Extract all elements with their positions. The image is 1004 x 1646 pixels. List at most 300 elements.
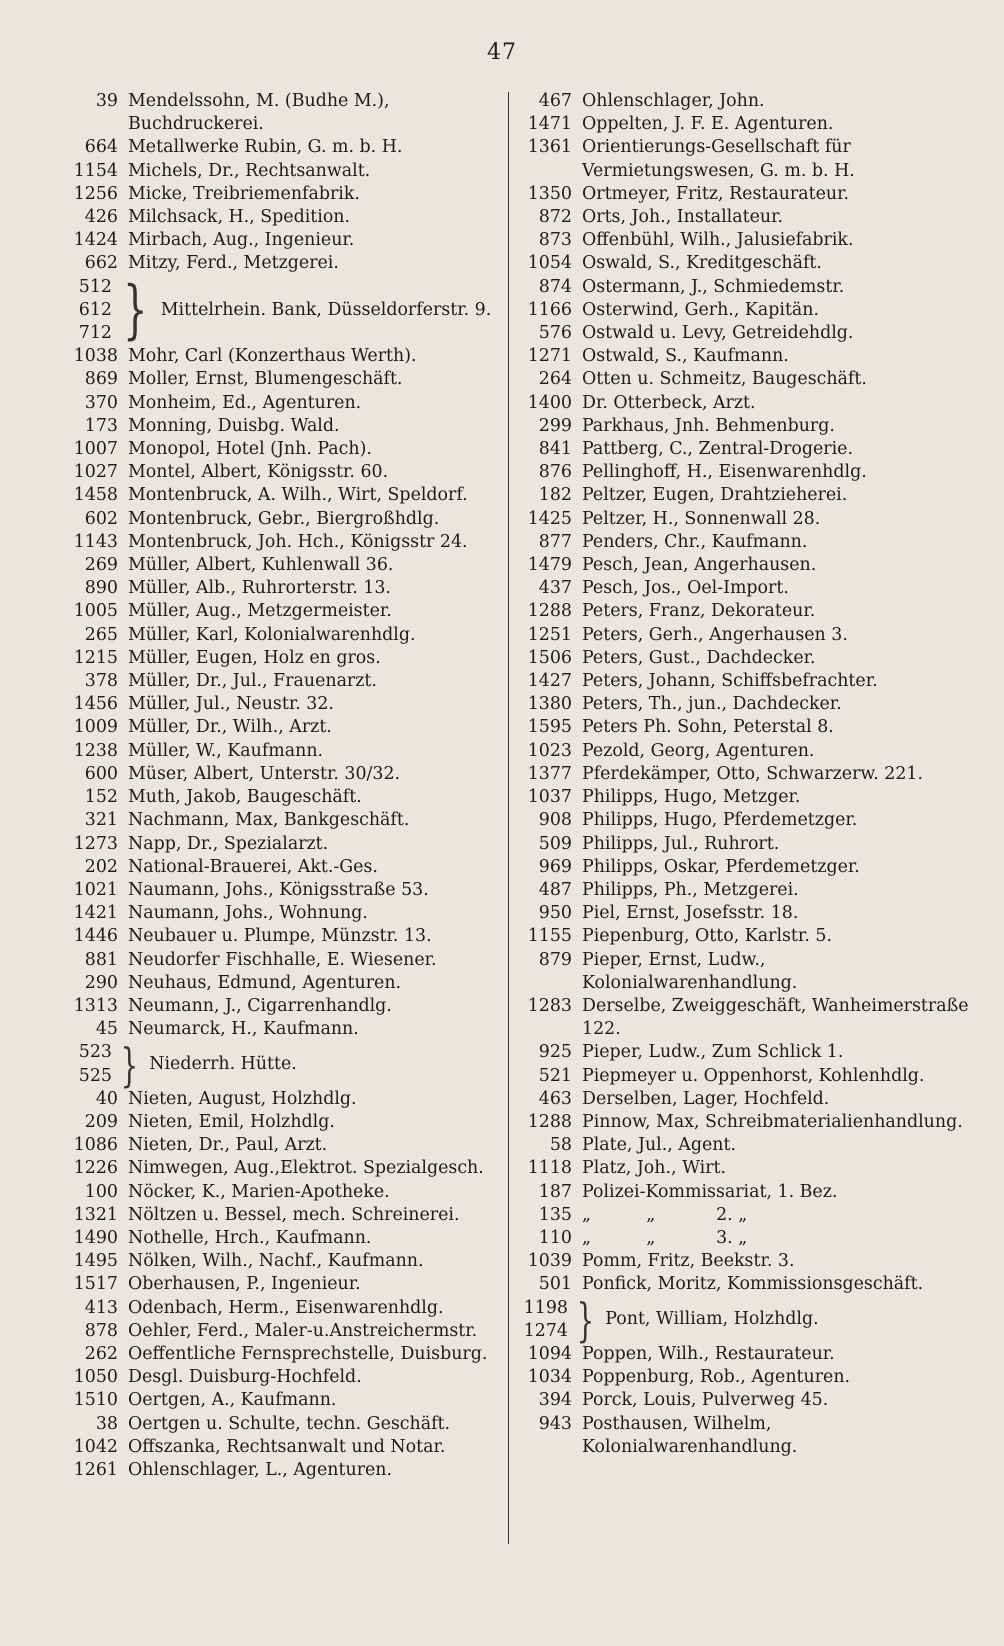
entry-number: 908 bbox=[538, 810, 572, 831]
entry-number: 1458 bbox=[73, 485, 118, 506]
entry-text: Nieten, August, Holzhdlg. bbox=[128, 1088, 357, 1109]
entry-number: 501 bbox=[538, 1274, 572, 1295]
directory-entry bbox=[512, 438, 982, 461]
directory-entry bbox=[40, 786, 510, 809]
brace-glyph: } bbox=[120, 1037, 139, 1092]
entry-number: 1094 bbox=[527, 1343, 572, 1364]
entry-number: 1256 bbox=[73, 183, 118, 204]
entry-number: 1321 bbox=[73, 1204, 118, 1225]
entry-number: 1421 bbox=[73, 903, 118, 924]
entry-number: 1479 bbox=[527, 555, 572, 576]
entry-number: 262 bbox=[84, 1343, 118, 1364]
directory-entry bbox=[512, 183, 982, 206]
directory-entry bbox=[40, 1111, 510, 1134]
directory-entry bbox=[40, 345, 510, 368]
entry-number-group bbox=[40, 276, 112, 346]
entry-number: 463 bbox=[538, 1088, 572, 1109]
entry-number: 394 bbox=[538, 1390, 572, 1411]
directory-entry bbox=[40, 972, 510, 995]
directory-entry bbox=[40, 856, 510, 879]
entry-text: „ „ 2. „ bbox=[582, 1204, 748, 1225]
entry-text: Ohlenschlager, John. bbox=[582, 91, 765, 111]
directory-entry bbox=[512, 879, 982, 902]
entry-text: Parkhaus, Jnh. Behmenburg. bbox=[582, 415, 835, 436]
directory-entry bbox=[512, 136, 982, 182]
directory-entry bbox=[40, 740, 510, 763]
entry-text: Philipps, Hugo, Pferdemetzger. bbox=[582, 810, 858, 831]
directory-entry bbox=[40, 1343, 510, 1366]
directory-entry bbox=[40, 949, 510, 972]
entry-text: Pesch, Jos., Oel-Import. bbox=[582, 578, 789, 599]
entry-number: 1251 bbox=[527, 624, 572, 645]
directory-entry bbox=[40, 1134, 510, 1157]
entry-number: 290 bbox=[84, 972, 118, 993]
directory-entry bbox=[40, 624, 510, 647]
entry-text: Metallwerke Rubin, G. m. b. H. bbox=[128, 137, 403, 158]
entry-text: National-Brauerei, Akt.-Ges. bbox=[128, 856, 378, 877]
entry-text: Nölken, Wilh., Nachf., Kaufmann. bbox=[128, 1251, 424, 1272]
entry-number: 525 bbox=[78, 1065, 112, 1086]
directory-entry bbox=[512, 809, 982, 832]
entry-text: Müser, Albert, Unterstr. 30/32. bbox=[128, 763, 401, 784]
directory-entry bbox=[512, 1413, 982, 1459]
entry-number: 1380 bbox=[527, 694, 572, 715]
entry-text: Posthausen, Wilhelm, Kolonialwarenhandlung. bbox=[582, 1413, 798, 1457]
entry-text: Ostermann, J., Schmiedemstr. bbox=[582, 276, 845, 297]
brace-glyph: } bbox=[576, 1292, 595, 1347]
entry-text: Muth, Jakob, Baugeschäft. bbox=[128, 787, 362, 808]
directory-entry bbox=[512, 1157, 982, 1180]
directory-entry bbox=[512, 1041, 982, 1064]
entry-text: Neuhaus, Edmund, Agenturen. bbox=[128, 972, 402, 993]
entry-text: Plate, Jul., Agent. bbox=[582, 1135, 736, 1156]
entry-number: 1238 bbox=[73, 740, 118, 761]
entry-number: 152 bbox=[84, 787, 118, 808]
entry-number: 1226 bbox=[73, 1158, 118, 1179]
entry-text: Müller, Karl, Kolonialwarenhdlg. bbox=[128, 624, 416, 645]
entry-number: 1471 bbox=[527, 114, 572, 135]
directory-entry bbox=[40, 693, 510, 716]
entry-number: 521 bbox=[538, 1065, 572, 1086]
entry-text: Derselbe, Zweiggeschäft, Wanheimerstraße 122. bbox=[582, 995, 969, 1040]
entry-text: Oswald, S., Kreditgeschäft. bbox=[582, 253, 822, 274]
directory-entry bbox=[512, 1134, 982, 1157]
entry-number: 187 bbox=[538, 1181, 572, 1202]
directory-entry bbox=[512, 647, 982, 670]
entry-number: 1283 bbox=[527, 995, 572, 1016]
directory-entry bbox=[40, 206, 510, 229]
entry-number: 1166 bbox=[527, 299, 572, 320]
directory-entry bbox=[40, 183, 510, 206]
entry-text: Müller, Dr., Wilh., Arzt. bbox=[128, 717, 332, 738]
entry-text: Naumann, Johs., Wohnung. bbox=[128, 903, 368, 924]
entry-text: Pferdekämper, Otto, Schwarzerw. 221. bbox=[582, 763, 923, 784]
directory-entry bbox=[40, 229, 510, 252]
entry-number: 664 bbox=[84, 137, 118, 158]
entry-number: 600 bbox=[84, 763, 118, 784]
directory-entry bbox=[40, 508, 510, 531]
entry-text: „ „ 3. „ bbox=[582, 1227, 748, 1248]
entry-number: 1517 bbox=[73, 1274, 118, 1295]
entry-number: 1086 bbox=[73, 1135, 118, 1156]
entry-text: Monning, Duisbg. Wald. bbox=[128, 415, 340, 436]
directory-entry bbox=[40, 879, 510, 902]
entry-text: Montel, Albert, Königsstr. 60. bbox=[128, 462, 389, 483]
directory-entry bbox=[512, 925, 982, 948]
directory-entry bbox=[40, 1157, 510, 1180]
entry-text: Ostwald u. Levy, Getreidehdlg. bbox=[582, 323, 854, 344]
directory-entry bbox=[40, 1018, 510, 1041]
entry-text: Peters, Th., jun., Dachdecker. bbox=[582, 694, 842, 715]
directory-entry bbox=[512, 693, 982, 716]
directory-entry bbox=[40, 809, 510, 832]
entry-number: 1034 bbox=[527, 1367, 572, 1388]
directory-entry bbox=[40, 1459, 510, 1482]
directory-entry bbox=[512, 229, 982, 252]
entry-number: 881 bbox=[84, 949, 118, 970]
entry-text: Nothelle, Hrch., Kaufmann. bbox=[128, 1227, 372, 1248]
entry-text: Odenbach, Herm., Eisenwarenhdlg. bbox=[128, 1297, 444, 1318]
entry-number: 873 bbox=[538, 230, 572, 251]
entry-text: Peters, Gerh., Angerhausen 3. bbox=[582, 624, 848, 645]
right-column bbox=[512, 90, 982, 1459]
entry-text: Naumann, Johs., Königsstraße 53. bbox=[128, 879, 429, 900]
directory-entry bbox=[40, 1250, 510, 1273]
entry-text: Neudorfer Fischhalle, E. Wiesener. bbox=[128, 949, 437, 970]
entry-number: 173 bbox=[84, 415, 118, 436]
directory-entry bbox=[512, 1181, 982, 1204]
directory-entry bbox=[512, 1227, 982, 1250]
entry-number: 1050 bbox=[73, 1367, 118, 1388]
entry-text: Müller, Albert, Kuhlenwall 36. bbox=[128, 555, 394, 576]
entry-number: 869 bbox=[84, 369, 118, 390]
directory-entry bbox=[512, 531, 982, 554]
entry-number: 1039 bbox=[527, 1251, 572, 1272]
entry-text: Monheim, Ed., Agenturen. bbox=[128, 392, 362, 413]
entry-number: 1424 bbox=[73, 230, 118, 251]
entry-text: Desgl. Duisburg-Hochfeld. bbox=[128, 1367, 362, 1388]
entry-text: Mitzy, Ferd., Metzgerei. bbox=[128, 253, 339, 274]
entry-number: 1400 bbox=[527, 392, 572, 413]
entry-text: Neumann, J., Cigarrenhandlg. bbox=[128, 995, 392, 1016]
entry-text: Pont, William, Holzhdlg. bbox=[605, 1309, 819, 1330]
entry-number: 487 bbox=[538, 879, 572, 900]
entry-text: Platz, Joh., Wirt. bbox=[582, 1158, 727, 1179]
entry-number: 509 bbox=[538, 833, 572, 854]
entry-number: 879 bbox=[538, 949, 572, 970]
entry-text: Dr. Otterbeck, Arzt. bbox=[582, 392, 756, 413]
entry-text: Napp, Dr., Spezialarzt. bbox=[128, 833, 329, 854]
directory-entry bbox=[512, 484, 982, 507]
directory-entry bbox=[512, 995, 982, 1041]
entry-text: Philipps, Oskar, Pferdemetzger. bbox=[582, 856, 860, 877]
entry-text: Pellinghoff, H., Eisenwarenhdlg. bbox=[582, 462, 867, 483]
entry-text: Peters, Franz, Dekorateur. bbox=[582, 601, 816, 622]
entry-text: Pattberg, C., Zentral-Drogerie. bbox=[582, 439, 853, 460]
entry-number: 1271 bbox=[527, 346, 572, 367]
directory-entry bbox=[40, 1227, 510, 1250]
entry-number: 58 bbox=[549, 1135, 572, 1156]
directory-entry bbox=[512, 1204, 982, 1227]
entry-text: Oppelten, J. F. E. Agenturen. bbox=[582, 114, 834, 135]
directory-entry bbox=[512, 276, 982, 299]
directory-entry-group bbox=[40, 273, 510, 348]
directory-entry bbox=[512, 856, 982, 879]
entry-number: 1021 bbox=[73, 879, 118, 900]
directory-entry bbox=[40, 368, 510, 391]
entry-text: Derselben, Lager, Hochfeld. bbox=[582, 1088, 830, 1109]
entry-text: Pinnow, Max, Schreibmaterialienhandlung. bbox=[582, 1111, 963, 1132]
entry-number: 712 bbox=[78, 323, 112, 344]
entry-number: 612 bbox=[78, 299, 112, 320]
entry-text: Mittelrhein. Bank, Düsseldorferstr. 9. bbox=[160, 299, 492, 320]
entry-text: Pieper, Ludw., Zum Schlick 1. bbox=[582, 1042, 844, 1063]
directory-entry bbox=[40, 1297, 510, 1320]
entry-number: 576 bbox=[538, 323, 572, 344]
directory-entry bbox=[40, 1413, 510, 1436]
entry-number: 1377 bbox=[527, 763, 572, 784]
directory-entry bbox=[512, 740, 982, 763]
directory-entry bbox=[40, 438, 510, 461]
entry-number: 943 bbox=[538, 1413, 572, 1434]
entry-number: 925 bbox=[538, 1042, 572, 1063]
entry-number: 426 bbox=[84, 207, 118, 228]
entry-number: 1023 bbox=[527, 740, 572, 761]
directory-entry bbox=[40, 531, 510, 554]
directory-entry bbox=[40, 833, 510, 856]
entry-text: Polizei-Kommissariat, 1. Bez. bbox=[582, 1181, 838, 1202]
directory-entry bbox=[512, 90, 982, 113]
directory-entry bbox=[512, 786, 982, 809]
entry-text: Pieper, Ernst, Ludw., Kolonialwarenhandlung. bbox=[582, 949, 798, 993]
entry-number: 110 bbox=[538, 1227, 572, 1248]
entry-text: Penders, Chr., Kaufmann. bbox=[582, 531, 808, 552]
directory-entry bbox=[40, 1273, 510, 1296]
entry-number: 1288 bbox=[527, 1111, 572, 1132]
entry-number: 378 bbox=[84, 671, 118, 692]
entry-number: 876 bbox=[538, 462, 572, 483]
entry-number: 890 bbox=[84, 578, 118, 599]
entry-number: 1154 bbox=[73, 160, 118, 181]
directory-entry bbox=[512, 1088, 982, 1111]
directory-entry-group bbox=[512, 1292, 982, 1347]
entry-number: 1425 bbox=[527, 508, 572, 529]
directory-entry bbox=[512, 345, 982, 368]
directory-entry bbox=[512, 368, 982, 391]
entry-number: 202 bbox=[84, 856, 118, 877]
directory-entry bbox=[512, 902, 982, 925]
entry-text: Moller, Ernst, Blumengeschäft. bbox=[128, 369, 403, 390]
entry-number: 874 bbox=[538, 276, 572, 297]
directory-entry bbox=[40, 484, 510, 507]
entry-number: 1350 bbox=[527, 183, 572, 204]
entry-number: 512 bbox=[78, 276, 112, 297]
entry-number: 1038 bbox=[73, 346, 118, 367]
entry-text: Oeffentliche Fernsprechstelle, Duisburg. bbox=[128, 1343, 488, 1364]
page-number: 47 bbox=[487, 40, 517, 65]
directory-entry bbox=[40, 902, 510, 925]
entry-text: Michels, Dr., Rechtsanwalt. bbox=[128, 160, 371, 181]
entry-number: 1490 bbox=[73, 1227, 118, 1248]
directory-entry bbox=[40, 461, 510, 484]
entry-number: 1361 bbox=[527, 137, 572, 158]
directory-entry bbox=[40, 252, 510, 275]
entry-text: Poppenburg, Rob., Agenturen. bbox=[582, 1367, 851, 1388]
entry-number: 1037 bbox=[527, 787, 572, 808]
directory-entry bbox=[40, 1181, 510, 1204]
directory-entry bbox=[40, 577, 510, 600]
entry-number: 38 bbox=[95, 1413, 118, 1434]
entry-number: 1495 bbox=[73, 1251, 118, 1272]
entry-text: Offszanka, Rechtsanwalt und Notar. bbox=[128, 1436, 446, 1457]
directory-entry bbox=[40, 90, 510, 136]
entry-text: Offenbühl, Wilh., Jalusiefabrik. bbox=[582, 230, 854, 251]
entry-text: Philipps, Hugo, Metzger. bbox=[582, 787, 801, 808]
directory-entry bbox=[512, 1366, 982, 1389]
directory-entry bbox=[512, 577, 982, 600]
entry-number: 1506 bbox=[527, 647, 572, 668]
entry-number: 182 bbox=[538, 485, 572, 506]
entry-text: Mohr, Carl (Konzerthaus Werth). bbox=[128, 346, 417, 367]
entry-text: Orientierungs-Gesellschaft für Vermietungswesen, G. m. b. H. bbox=[582, 137, 855, 181]
entry-text: Porck, Louis, Pulverweg 45. bbox=[582, 1390, 829, 1411]
entry-text: Micke, Treibriemenfabrik. bbox=[128, 183, 360, 204]
directory-entry bbox=[512, 252, 982, 275]
entry-text: Oertgen, A., Kaufmann. bbox=[128, 1390, 337, 1411]
entry-text: Mendelssohn, M. (Budhe M.), Buchdruckerei. bbox=[128, 91, 390, 135]
left-column bbox=[40, 90, 510, 1482]
directory-entry bbox=[512, 600, 982, 623]
entry-number: 662 bbox=[84, 253, 118, 274]
directory-entry bbox=[40, 1320, 510, 1343]
brace-glyph: } bbox=[122, 273, 148, 348]
directory-entry bbox=[512, 833, 982, 856]
entry-number: 467 bbox=[538, 91, 572, 111]
directory-entry bbox=[512, 299, 982, 322]
directory-entry bbox=[40, 670, 510, 693]
directory-entry bbox=[512, 206, 982, 229]
entry-number: 1155 bbox=[527, 926, 572, 947]
entry-text: Niederrh. Hütte. bbox=[149, 1053, 297, 1074]
entry-text: Milchsack, H., Spedition. bbox=[128, 207, 351, 228]
directory-entry bbox=[40, 160, 510, 183]
directory-entry bbox=[40, 554, 510, 577]
entry-text: Ortmeyer, Fritz, Restaurateur. bbox=[582, 183, 850, 204]
entry-number: 40 bbox=[95, 1088, 118, 1109]
directory-entry bbox=[40, 1366, 510, 1389]
directory-entry bbox=[40, 1436, 510, 1459]
directory-entry bbox=[40, 136, 510, 159]
entry-text: Osterwind, Gerh., Kapitän. bbox=[582, 299, 820, 320]
entry-number: 45 bbox=[95, 1019, 118, 1040]
entry-number: 135 bbox=[538, 1204, 572, 1225]
entry-number: 1446 bbox=[73, 926, 118, 947]
entry-text: Pomm, Fritz, Beekstr. 3. bbox=[582, 1251, 795, 1272]
directory-entry bbox=[40, 1389, 510, 1412]
directory-entry bbox=[512, 113, 982, 136]
entry-number: 1054 bbox=[527, 253, 572, 274]
entry-number: 1143 bbox=[73, 531, 118, 552]
entry-text: Pesch, Jean, Angerhausen. bbox=[582, 555, 817, 576]
directory-entry bbox=[512, 1389, 982, 1412]
entry-text: Pezold, Georg, Agenturen. bbox=[582, 740, 815, 761]
directory-entry-group bbox=[40, 1037, 510, 1092]
entry-text: Nimwegen, Aug.,Elektrot. Spezialgesch. bbox=[128, 1158, 484, 1179]
entry-text: Piel, Ernst, Josefsstr. 18. bbox=[582, 903, 799, 924]
entry-text: Orts, Joh., Installateur. bbox=[582, 207, 784, 228]
entry-text: Müller, Eugen, Holz en gros. bbox=[128, 647, 381, 668]
entry-number: 878 bbox=[84, 1320, 118, 1341]
entry-text: Peltzer, H., Sonnenwall 28. bbox=[582, 508, 821, 529]
entry-number: 1261 bbox=[73, 1459, 118, 1480]
entry-text: Peters Ph. Sohn, Peterstal 8. bbox=[582, 717, 834, 738]
directory-entry bbox=[512, 392, 982, 415]
entry-number: 1215 bbox=[73, 647, 118, 668]
entry-number: 370 bbox=[84, 392, 118, 413]
entry-number: 269 bbox=[84, 555, 118, 576]
entry-text: Peters, Johann, Schiffsbefrachter. bbox=[582, 671, 878, 692]
entry-number: 872 bbox=[538, 207, 572, 228]
directory-entry bbox=[512, 508, 982, 531]
directory-entry bbox=[512, 949, 982, 995]
entry-number-group bbox=[512, 1297, 568, 1343]
entry-text: Otten u. Schmeitz, Baugeschäft. bbox=[582, 369, 867, 390]
entry-text: Nöltzen u. Bessel, mech. Schreinerei. bbox=[128, 1204, 460, 1225]
entry-text: Montenbruck, Joh. Hch., Königsstr 24. bbox=[128, 531, 468, 552]
directory-entry bbox=[40, 763, 510, 786]
entry-text: Nieten, Dr., Paul, Arzt. bbox=[128, 1135, 328, 1156]
entry-text: Philipps, Ph., Metzgerei. bbox=[582, 879, 799, 900]
entry-number: 1595 bbox=[527, 717, 572, 738]
entry-number: 413 bbox=[84, 1297, 118, 1318]
entry-number: 1027 bbox=[73, 462, 118, 483]
directory-entry bbox=[40, 415, 510, 438]
entry-number: 969 bbox=[538, 856, 572, 877]
entry-text: Monopol, Hotel (Jnh. Pach). bbox=[128, 439, 372, 460]
entry-text: Oertgen u. Schulte, techn. Geschäft. bbox=[128, 1413, 451, 1434]
directory-entry bbox=[512, 1065, 982, 1088]
entry-number: 1456 bbox=[73, 694, 118, 715]
entry-text: Ponfick, Moritz, Kommissionsgeschäft. bbox=[582, 1274, 924, 1295]
entry-number: 1510 bbox=[73, 1390, 118, 1411]
entry-text: Montenbruck, Gebr., Biergroßhdlg. bbox=[128, 508, 440, 529]
entry-text: Oberhausen, P., Ingenieur. bbox=[128, 1274, 361, 1295]
directory-entry bbox=[512, 415, 982, 438]
entry-number: 1118 bbox=[527, 1158, 572, 1179]
entry-number: 1042 bbox=[73, 1436, 118, 1457]
entry-text: Nieten, Emil, Holzhdlg. bbox=[128, 1111, 335, 1132]
entry-text: Müller, Aug., Metzgermeister. bbox=[128, 601, 392, 622]
entry-number: 523 bbox=[78, 1042, 112, 1063]
entry-text: Poppen, Wilh., Restaurateur. bbox=[582, 1343, 835, 1364]
directory-entry bbox=[512, 554, 982, 577]
entry-number: 1009 bbox=[73, 717, 118, 738]
entry-number: 39 bbox=[95, 91, 118, 111]
directory-entry bbox=[40, 647, 510, 670]
entry-text: Piepenburg, Otto, Karlstr. 5. bbox=[582, 926, 832, 947]
entry-text: Oehler, Ferd., Maler-u.Anstreichermstr. bbox=[128, 1320, 478, 1341]
entry-number: 1007 bbox=[73, 439, 118, 460]
entry-text: Nöcker, K., Marien-Apotheke. bbox=[128, 1181, 390, 1202]
entry-text: Müller, Jul., Neustr. 32. bbox=[128, 694, 334, 715]
entry-number: 1198 bbox=[523, 1297, 568, 1318]
entry-number: 437 bbox=[538, 578, 572, 599]
directory-entry bbox=[512, 322, 982, 345]
entry-number: 264 bbox=[538, 369, 572, 390]
entry-number: 299 bbox=[538, 415, 572, 436]
directory-entry bbox=[512, 461, 982, 484]
directory-entry bbox=[512, 1250, 982, 1273]
